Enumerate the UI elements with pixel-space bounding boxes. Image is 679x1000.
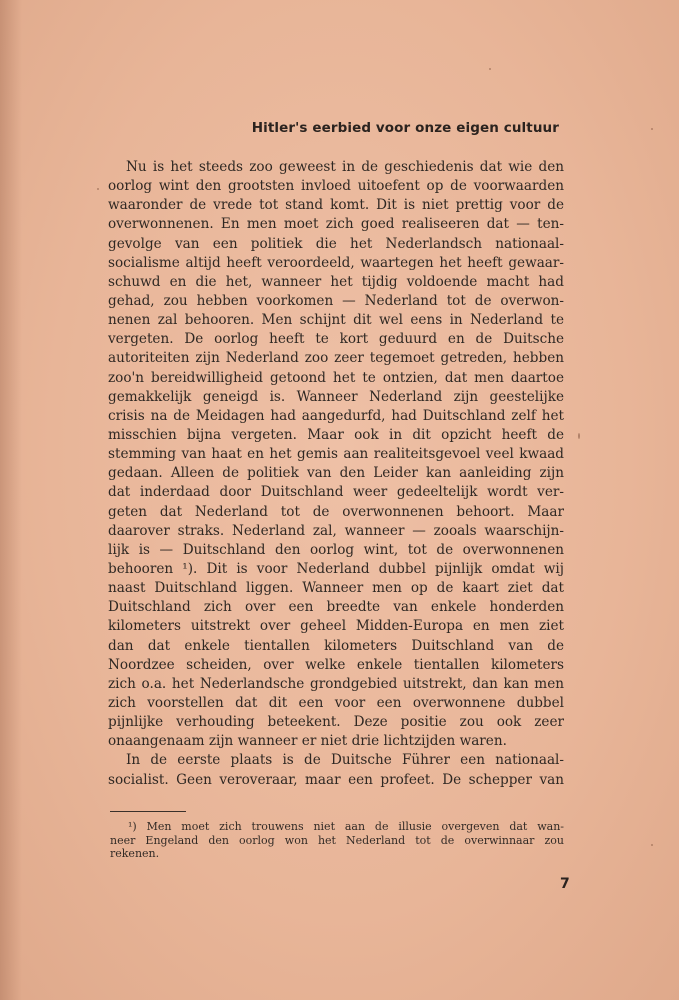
text-line: gehad, zou hebben voorkomen — Nederland tot de overwon-	[108, 292, 564, 309]
paper-speck	[97, 188, 99, 190]
paper-speck	[651, 844, 653, 846]
text-line: neer Engeland den oorlog won het Nederland tot de overwinnaar zou	[110, 833, 564, 847]
text-line: dat inderdaad door Duitschland weer gedeeltelijk wordt ver-	[108, 484, 564, 501]
text-line: ¹) Men moet zich trouwens niet aan de illusie overgeven dat wan-	[128, 820, 564, 833]
text-line: schuwd en die het, wanneer het tijdig voldoende macht had	[108, 273, 564, 290]
text-line: crisis na de Meidagen had aangedurfd, had Duitschland zelf het	[108, 407, 564, 424]
text-line: nenen zal behooren. Men schijnt dit wel eens in Nederland te	[108, 312, 564, 329]
text-line: behooren ¹). Dit is voor Nederland dubbel pijnlijk omdat wij	[108, 560, 564, 577]
text-line: Duitschland zich over een breedte van enkele honderden	[108, 599, 564, 616]
text-line: In de eerste plaats is de Duitsche Führer een nationaal-	[126, 752, 564, 769]
text-line: pijnlijke verhouding beteekent. Deze positie zou ook zeer	[108, 714, 564, 731]
text-line: waaronder de vrede tot stand komt. Dit is niet prettig voor de	[108, 197, 564, 214]
text-line: kilometers uitstrekt over geheel Midden-Europa en men ziet	[108, 618, 564, 635]
footnote-rule	[110, 811, 186, 812]
paper-speck	[651, 128, 653, 130]
text-line: oorlog wint den grootsten invloed uitoefent op de voorwaarden	[108, 178, 564, 195]
paper-speck	[578, 433, 580, 439]
text-line: onaangenaam zijn wanneer er niet drie lichtzijden waren.	[108, 733, 507, 750]
text-line: daarover straks. Nederland zal, wanneer — zooals waarschijn-	[108, 522, 564, 539]
text-line: stemming van haat en het gemis aan realiteitsgevoel veel kwaad	[108, 446, 564, 463]
text-line: dan dat enkele tientallen kilometers Duitschland van de	[108, 637, 564, 654]
text-line: misschien bijna vergeten. Maar ook in dit opzicht heeft de	[108, 426, 564, 443]
text-line: vergeten. De oorlog heeft te kort geduurd en de Duitsche	[108, 331, 564, 348]
text-line: rekenen.	[110, 847, 160, 860]
text-line: zich o.a. het Nederlandsche grondgebied uitstrekt, dan kan men	[108, 675, 564, 692]
paragraph-2	[108, 751, 564, 789]
page-number: 7	[560, 876, 570, 892]
text-line: autoriteiten zijn Nederland zoo zeer tegemoet getreden, hebben	[108, 350, 564, 367]
paper-speck	[489, 68, 491, 70]
spine-shadow	[0, 0, 22, 1000]
paragraph-1	[108, 158, 564, 751]
text-line: gedaan. Alleen de politiek van den Leider kan aanleiding zijn	[108, 465, 564, 482]
text-line: zoo'n bereidwilligheid getoond het te ontzien, dat men daartoe	[108, 369, 564, 386]
text-line: Nu is het steeds zoo geweest in de geschiedenis dat wie den	[126, 159, 564, 175]
text-line: geten dat Nederland tot de overwonnenen behoort. Maar	[108, 503, 564, 520]
text-line: socialist. Geen veroveraar, maar een profeet. De schepper van	[108, 771, 564, 788]
footnote	[110, 820, 564, 861]
text-line: lijk is — Duitschland den oorlog wint, tot de overwonnenen	[108, 541, 564, 558]
text-line: gevolge van een politiek die het Nederlandsch nationaal-	[108, 235, 564, 252]
text-line: naast Duitschland liggen. Wanneer men op de kaart ziet dat	[108, 580, 564, 597]
text-line: zich voorstellen dat dit een voor een overwonnene dubbel	[108, 694, 564, 711]
text-line: gemakkelijk geneigd is. Wanneer Nederland zijn geestelijke	[108, 388, 564, 405]
body-text	[108, 158, 564, 790]
running-head: Hitler's eerbied voor onze eigen cultuur	[251, 120, 559, 136]
text-line: Noordzee scheiden, over welke enkele tientallen kilometers	[108, 656, 564, 673]
text-line: overwonnenen. En men moet zich goed realiseeren dat — ten-	[108, 216, 564, 233]
text-line: socialisme altijd heeft veroordeeld, waartegen het heeft gewaar-	[108, 254, 564, 271]
